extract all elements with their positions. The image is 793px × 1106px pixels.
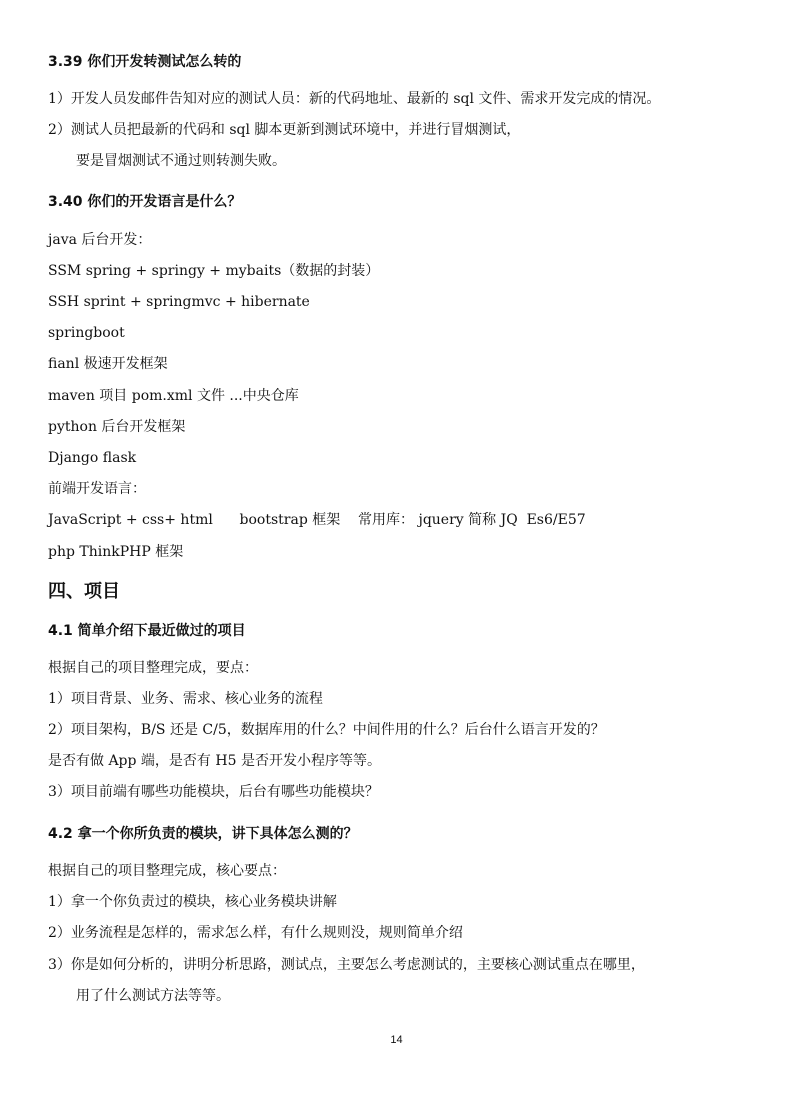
paragraph-line: 1）项目背景、业务、需求、核心业务的流程 [48,691,323,707]
paragraph-line: 1）开发人员发邮件告知对应的测试人员：新的代码地址、最新的 sql 文件、需求开发完成的情况。 [48,91,661,107]
paragraph-line: SSH sprint + springmvc + hibernate [48,294,310,310]
chapter-heading: 四、项目 [48,581,120,602]
paragraph-line: 根据自己的项目整理完成，要点： [48,660,258,676]
paragraph-line: python 后台开发框架 [48,419,186,435]
paragraph-line: 1）拿一个你负责过的模块，核心业务模块讲解 [48,894,337,910]
paragraph-line: fianl 极速开发框架 [48,356,168,372]
section-heading-4-1: 4.1 简单介绍下最近做过的项目 [48,623,246,639]
paragraph-line: JavaScript + css+ html bootstrap 框架 常用库： jquery 简称 JQ Es6/E57 [48,512,586,528]
paragraph-line: 是否有做 App 端，是否有 H5 是否开发小程序等等。 [48,753,381,769]
paragraph-line: Django flask [48,450,137,466]
paragraph-line: springboot [48,325,125,341]
paragraph-line: 要是冒烟测试不通过则转测失败。 [76,153,286,169]
paragraph-line: 3）你是如何分析的，讲明分析思路，测试点，主要怎么考虑测试的，主要核心测试重点在哪里， [48,957,645,973]
paragraph-line: php ThinkPHP 框架 [48,544,184,560]
paragraph-line: 3）项目前端有哪些功能模块，后台有哪些功能模块？ [48,784,379,800]
paragraph-line: 2）测试人员把最新的代码和 sql 脚本更新到测试环境中，并进行冒烟测试， [48,122,521,138]
section-heading-4-2: 4.2 拿一个你所负责的模块，讲下具体怎么测的？ [48,826,358,842]
paragraph-line: maven 项目 pom.xml 文件 ...中央仓库 [48,388,299,404]
paragraph-line: 前端开发语言： [48,481,146,497]
page-number: 14 [390,1034,403,1046]
section-heading-3-40: 3.40 你们的开发语言是什么？ [48,194,242,210]
paragraph-line: 2）项目架构，B/S 还是 C/5，数据库用的什么？中间件用的什么？后台什么语言开发的？ [48,722,605,738]
paragraph-line: 根据自己的项目整理完成，核心要点： [48,863,286,879]
paragraph-line: 2）业务流程是怎样的，需求怎么样，有什么规则没，规则简单介绍 [48,925,463,941]
section-heading-3-39: 3.39 你们开发转测试怎么转的 [48,54,242,70]
paragraph-line: SSM spring + springy + mybaits（数据的封装） [48,263,380,279]
paragraph-line: 用了什么测试方法等等。 [76,988,230,1004]
paragraph-line: java 后台开发： [48,232,152,248]
